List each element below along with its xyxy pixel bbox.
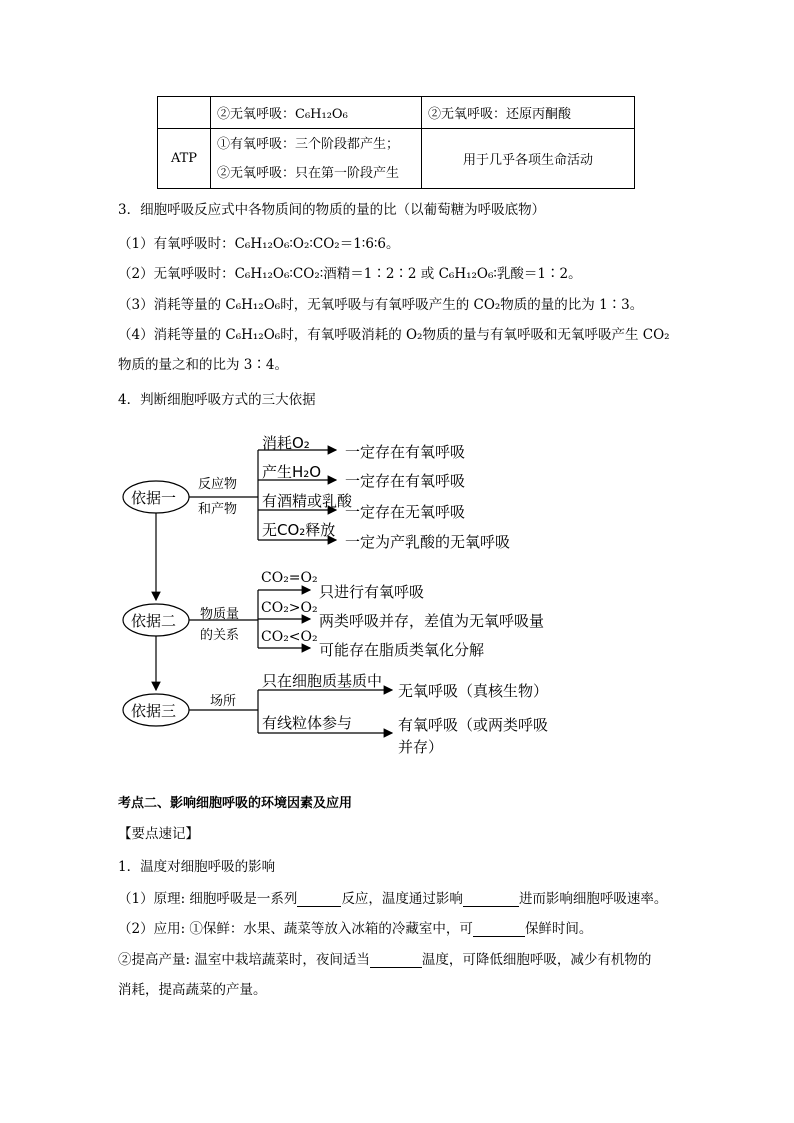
category-label: 场所 — [210, 694, 237, 709]
text-run: （2）应用: ①保鲜：水果、蔬菜等放入冰箱的冷藏室中，可 — [118, 921, 473, 937]
result-label: 只进行有氧呼吸 — [319, 583, 425, 601]
key-points-label: 【要点速记】 — [118, 826, 199, 842]
formula-line: （1）有氧呼吸时：C₆H₁₂O₆∶O₂∶CO₂＝1∶6∶6。 — [118, 236, 400, 252]
formula-line: （4）消耗等量的 C₆H₁₂O₆时，有氧呼吸消耗的 O₂物质的量与有氧呼吸和无氧呼吸产生 CO₂ — [118, 327, 670, 343]
paragraph-line — [118, 917, 592, 937]
result-label: 并存） — [398, 738, 444, 756]
result-label: 一定存在有氧呼吸 — [345, 472, 466, 490]
result-label: 有氧呼吸（或两类呼吸 — [398, 716, 549, 734]
text-run: 进而影响细胞呼吸速率。 — [518, 891, 668, 907]
paragraph-line: 消耗，提高蔬菜的产量。 — [118, 982, 267, 998]
condition-label: 产生H₂O — [262, 463, 322, 481]
condition-label: CO₂<O₂ — [261, 629, 318, 645]
category-label: 的关系 — [200, 628, 240, 643]
section-title: 4．判断细胞呼吸方式的三大依据 — [118, 392, 316, 408]
result-label: 可能存在脂质类氧化分解 — [319, 641, 485, 659]
condition-label: 有线粒体参与 — [262, 714, 353, 732]
result-label: 两类呼吸并存，差值为无氧呼吸量 — [319, 612, 545, 630]
table-cell-atp: ATP — [158, 129, 211, 189]
category-label: 反应物 — [198, 477, 238, 492]
fill-blank[interactable] — [473, 922, 525, 937]
text-run: 保鲜时间。 — [524, 921, 593, 937]
result-label: 无氧呼吸（真核生物） — [398, 682, 549, 700]
text-run: 温度，可降低细胞呼吸，减少有机物的 — [421, 952, 652, 968]
result-label: 一定为产乳酸的无氧呼吸 — [345, 533, 511, 551]
section-heading: 考点二、影响细胞呼吸的环境因素及应用 — [118, 796, 353, 811]
table-cell-line: ①有氧呼吸：三个阶段都产生； — [217, 136, 400, 152]
condition-label: 消耗O₂ — [262, 434, 310, 452]
category-label: 物质量 — [200, 607, 240, 622]
table-cell: 用于几乎各项生命活动 — [422, 129, 635, 189]
text-run: （1）原理: 细胞呼吸是一系列 — [118, 891, 298, 907]
fill-blank[interactable] — [463, 892, 519, 907]
table-cell-line: ②无氧呼吸：只在第一阶段产生 — [217, 165, 400, 181]
result-label: 一定存在有氧呼吸 — [345, 443, 466, 461]
formula-line: 物质的量之和的比为 3∶4。 — [118, 357, 288, 373]
text-run: 反应，温度通过影响 — [341, 891, 463, 907]
table-cell: ②无氧呼吸：还原丙酮酸 — [422, 97, 635, 129]
fill-blank[interactable] — [297, 892, 341, 907]
condition-label: 只在细胞质基质中 — [262, 672, 383, 690]
basis3-label: 依据三 — [131, 702, 177, 720]
formula-line: （3）消耗等量的 C₆H₁₂O₆时，无氧呼吸与有氧呼吸产生的 CO₂物质的量的比为 1∶3。 — [118, 297, 644, 313]
table-cell: ②无氧呼吸：C₆H₁₂O₆ — [211, 97, 422, 129]
category-label: 和产物 — [198, 502, 238, 517]
basis1-label: 依据一 — [131, 489, 177, 507]
basis2-label: 依据二 — [131, 612, 177, 630]
paragraph-line — [118, 887, 667, 907]
text-run: ②提高产量: 温室中栽培蔬菜时，夜间适当 — [118, 952, 370, 968]
paragraph-line — [118, 948, 651, 968]
section-title: 3．细胞呼吸反应式中各物质间的物质的量的比（以葡萄糖为呼吸底物） — [118, 202, 546, 218]
condition-label: 无CO₂释放 — [262, 521, 336, 539]
fill-blank[interactable] — [370, 953, 422, 968]
result-label: 一定存在无氧呼吸 — [345, 503, 466, 521]
subsection-title: 1．温度对细胞呼吸的影响 — [118, 859, 276, 875]
formula-line: （2）无氧呼吸时：C₆H₁₂O₆∶CO₂∶酒精＝1∶2∶2 或 C₆H₁₂O₆∶乳酸＝1∶2。 — [118, 266, 582, 282]
condition-label: 有酒精或乳酸 — [262, 492, 353, 510]
condition-label: CO₂=O₂ — [261, 570, 318, 586]
condition-label: CO₂>O₂ — [261, 600, 318, 616]
